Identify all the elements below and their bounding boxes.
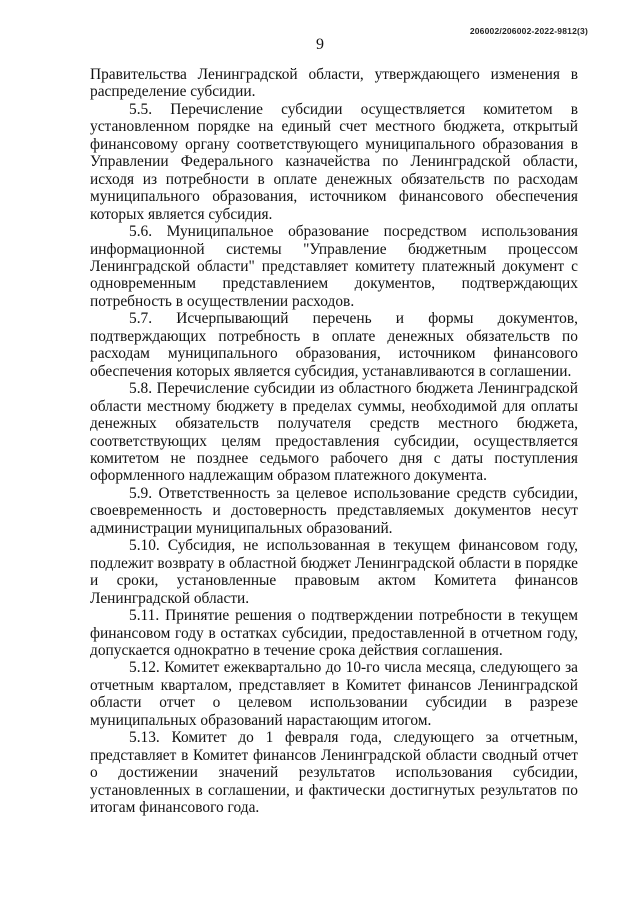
paragraph-5-6: 5.6. Муниципальное образование посредством использования информационной системы "Управление бюджетным процессом Ленинградской области" представляет комитету платежный документ с одновременным представлением документов, подтверждающих потребность в осуществлении расходов.: [90, 223, 578, 310]
paragraph-5-12: 5.12. Комитет ежеквартально до 10-го числа месяца, следующего за отчетным кварталом, представляет в Комитет финансов Ленинградской области отчет о целевом использовании субсидии в разрезе муниципальных образований нарастающим итогом.: [90, 659, 578, 729]
paragraph-5-13: 5.13. Комитет до 1 февраля года, следующего за отчетным, представляет в Комитет финансов Ленинградской области сводный отчет о достижении значений результатов использования субсидии, установленных в соглашении, и фактически достигнутых результатов по итогам финансового года.: [90, 729, 578, 817]
document-body: [90, 66, 578, 816]
paragraph-5-11: 5.11. Принятие решения о подтверждении потребности в текущем финансовом году в остатках субсидии, предоставленной в отчетном году, допускается однократно в течение срока действия соглашения.: [90, 607, 578, 659]
paragraph-5-5: 5.5. Перечисление субсидии осуществляется комитетом в установленном порядке на единый счет местного бюджета, открытый финансовому органу соответствующего муниципального образования в Управлении Федерального казначейства по Ленинградской области, исходя из потребности в оплате денежных обязательств по расходам муниципального образования, источником финансового обеспечения которых является субсидия.: [90, 100, 578, 223]
paragraph-5-8: 5.8. Перечисление субсидии из областного бюджета Ленинградской области местному бюджету в пределах суммы, необходимой для оплаты денежных обязательств получателя средств местного бюджета, соответствующих целям предоставления субсидии, осуществляется комитетом не позднее седьмого рабочего дня с даты поступления оформленного надлежащим образом платежного документа.: [90, 380, 578, 485]
paragraph-5-7: 5.7. Исчерпывающий перечень и формы документов, подтверждающих потребность в оплате денежных обязательств по расходам муниципального образования, источником финансового обеспечения которых является субсидия, устанавливаются в соглашении.: [90, 310, 578, 380]
paragraph-5-10: 5.10. Субсидия, не использованная в текущем финансовом году, подлежит возврату в областной бюджет Ленинградской области в порядке и сроки, установленные правовым актом Комитета финансов Ленинградской области.: [90, 537, 578, 607]
paragraph-continuation: Правительства Ленинградской области, утверждающего изменения в распределение субсидии.: [90, 66, 578, 101]
document-id: 206002/206002-2022-9812(3): [469, 26, 588, 36]
page-number: 9: [316, 36, 324, 53]
paragraph-5-9: 5.9. Ответственность за целевое использование средств субсидии, своевременность и достоверность представляемых документов несут администрации муниципальных образований.: [90, 484, 578, 537]
